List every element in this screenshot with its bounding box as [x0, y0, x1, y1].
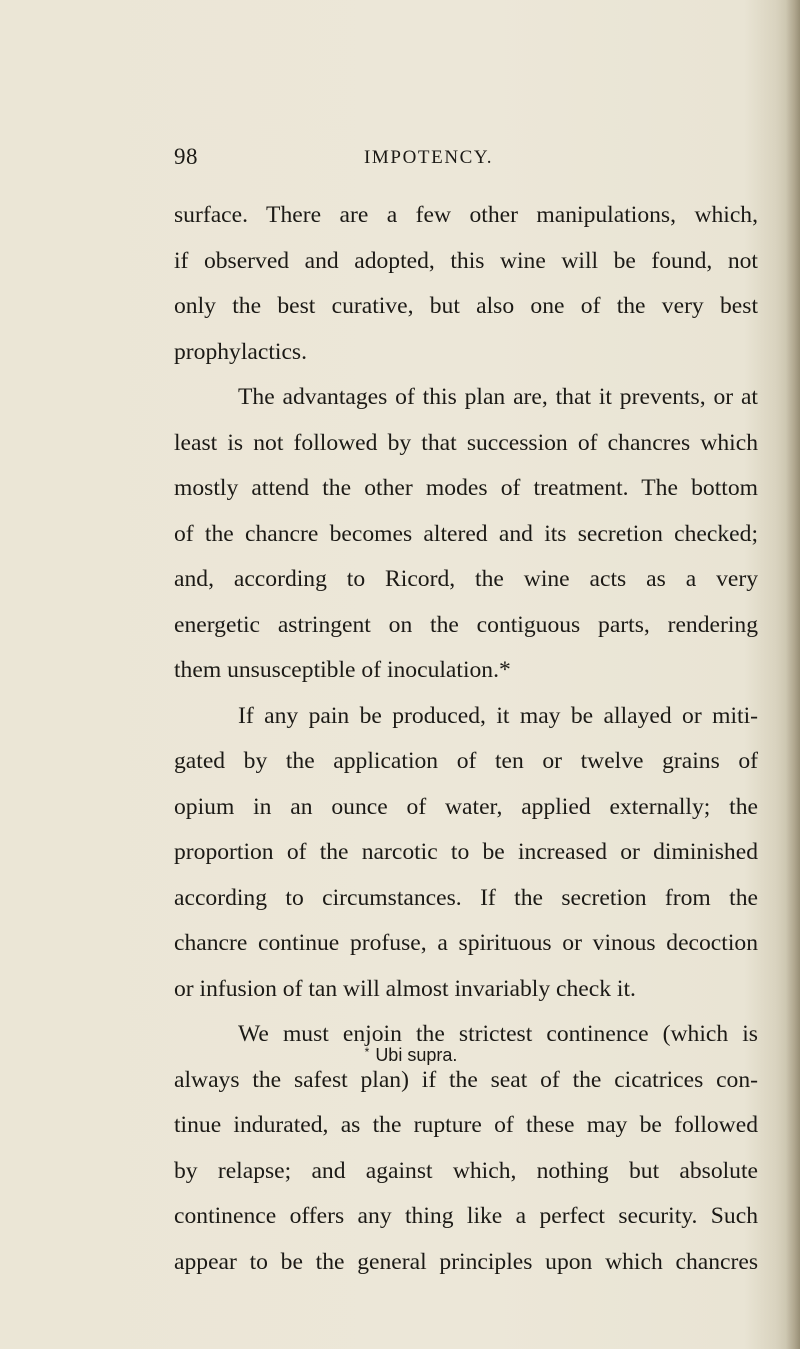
paragraph-start-line: If any pain be produced, it may be allayed or miti- — [238, 702, 758, 729]
page-number: 98 — [174, 144, 198, 169]
text-line: or infusion of tan will almost invariably check it. — [174, 975, 636, 1002]
text-line: opium in an ounce of water, applied externally; the — [174, 793, 758, 820]
text-line: tinue indurated, as the rupture of these may be followed — [174, 1112, 758, 1138]
body-text — [174, 193, 758, 1285]
footnote-mark: * — [364, 1045, 370, 1059]
text-line: of the chancre becomes altered and its secretion checked; — [174, 520, 758, 547]
running-head: IMPOTENCY. — [364, 147, 494, 168]
page-header — [0, 144, 800, 180]
footnote-text: Ubi supra. — [375, 1045, 458, 1065]
paragraph-start-line: The advantages of this plan are, that it prevents, or at — [238, 384, 758, 410]
text-line: only the best curative, but also one of the very best — [174, 293, 758, 319]
text-line: appear to be the general principles upon which chancres — [174, 1248, 758, 1275]
text-line: mostly attend the other modes of treatment. The bottom — [174, 475, 758, 501]
text-line: by relapse; and against which, nothing but absolute — [174, 1157, 758, 1184]
text-line: according to circumstances. If the secretion from the — [174, 884, 758, 911]
text-line: chancre continue profuse, a spirituous or vinous decoction — [174, 930, 758, 956]
text-line: continence offers any thing like a perfect security. Such — [174, 1203, 758, 1229]
text-line: prophylactics. — [174, 338, 308, 365]
text-line: energetic astringent on the contiguous parts, rendering — [174, 611, 758, 638]
page-edge-shadow — [786, 0, 800, 1349]
text-line: proportion of the narcotic to be increased or diminished — [174, 839, 758, 865]
text-line: always the safest plan) if the seat of the cicatrices con- — [174, 1066, 758, 1093]
text-line: and, according to Ricord, the wine acts as a very — [174, 566, 758, 592]
text-line: if observed and adopted, this wine will be found, not — [174, 247, 758, 274]
paragraph-start-line: We must enjoin the strictest continence (which is — [238, 1021, 758, 1047]
footnote — [0, 1045, 800, 1066]
text-line: surface. There are a few other manipulations, which, — [174, 202, 758, 228]
text-line: them unsusceptible of inoculation.* — [174, 657, 511, 683]
text-line: gated by the application of ten or twelve grains of — [174, 748, 758, 774]
text-line: least is not followed by that succession of chancres which — [174, 429, 758, 456]
